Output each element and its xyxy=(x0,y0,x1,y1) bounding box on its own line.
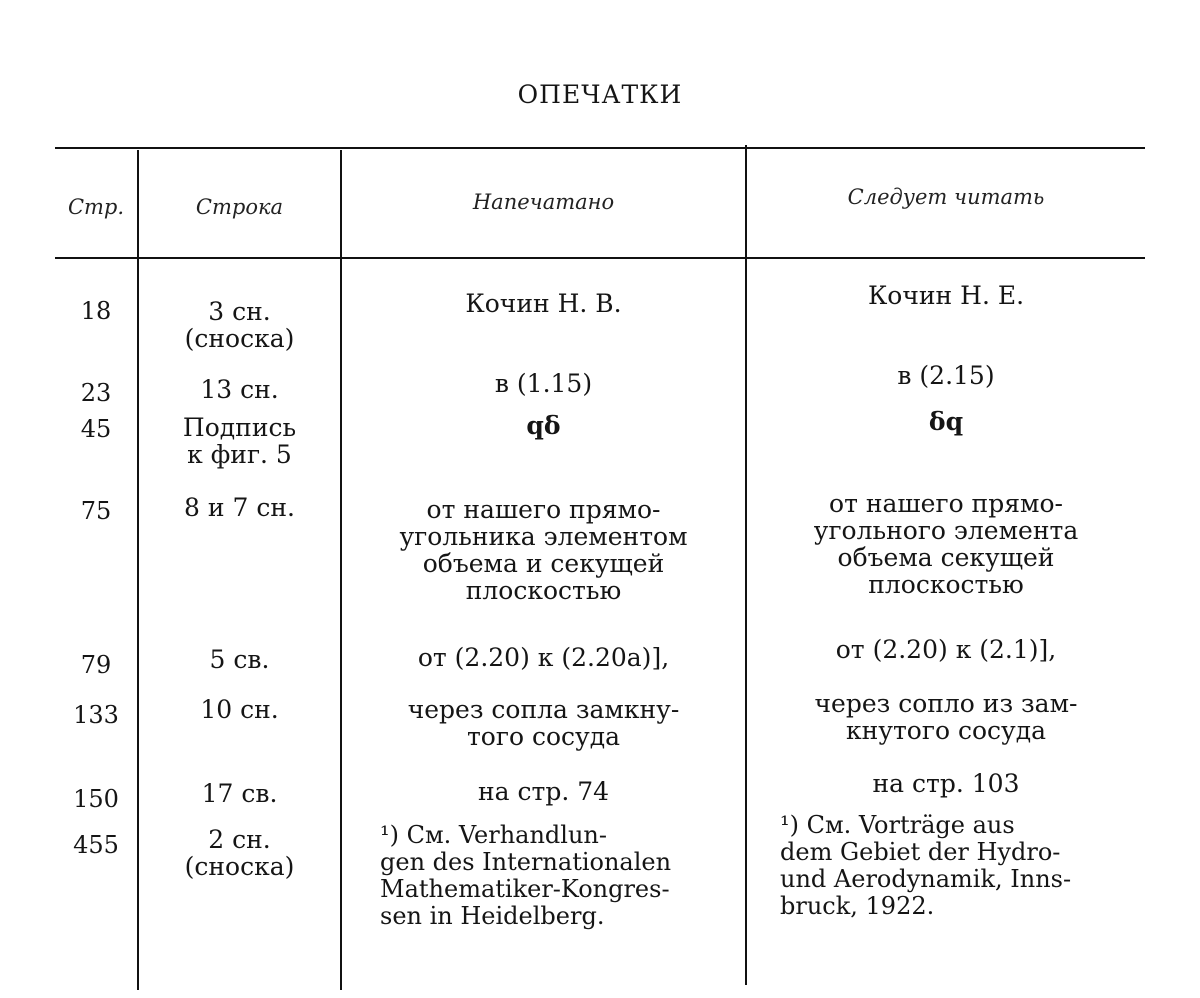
page-number: 150 xyxy=(73,785,119,813)
printed-cell: Кочин Н. В. xyxy=(465,289,622,318)
printed-cell: на стр. 74 xyxy=(477,777,610,806)
should-read-cell: через сопло из зам- кнутого сосуда xyxy=(814,689,1078,745)
should-read-cell: от нашего прямо- угольного элемента объема секущей плоскостью xyxy=(813,489,1079,599)
header-should-read: Следует читать xyxy=(847,185,1045,209)
printed-cell: ¹) См. Verhandlun- gen des Internationalen Mathematiker-Kongres- sen in Heidelberg. xyxy=(380,821,672,930)
header-bottom-rule xyxy=(55,257,1145,259)
should-read-cell: от (2.20) к (2.1)], xyxy=(835,635,1057,664)
line-cell: 13 сн. xyxy=(200,375,279,404)
should-read-cell: Кочин Н. Е. xyxy=(867,281,1025,310)
line-cell: 17 св. xyxy=(201,779,278,808)
should-read-cell: в (2.15) xyxy=(897,361,995,390)
line-cell: 10 сн. xyxy=(200,695,279,724)
page-number: 23 xyxy=(80,379,112,407)
printed-cell: в (1.15) xyxy=(494,369,593,398)
printed-cell: qδ xyxy=(526,411,561,440)
should-read-cell: на стр. 103 xyxy=(872,769,1020,798)
printed-cell: от нашего прямо- угольника элементом объема и секущей плоскостью xyxy=(399,495,688,605)
table-top-rule xyxy=(55,147,1145,149)
page-title: ОПЕЧАТКИ xyxy=(517,80,683,109)
line-cell: 2 сн. (сноска) xyxy=(184,825,295,881)
page-number: 133 xyxy=(73,701,119,729)
page-number: 45 xyxy=(80,415,112,443)
page-number: 455 xyxy=(73,831,119,859)
line-cell: 3 сн. (сноска) xyxy=(184,297,295,353)
header-printed: Напечатано xyxy=(472,190,615,214)
printed-cell: через сопла замкну- того сосуда xyxy=(407,695,680,751)
line-cell: Подпись к фиг. 5 xyxy=(182,413,297,469)
page-number: 79 xyxy=(80,651,112,679)
should-read-cell: ¹) См. Vorträge aus dem Gebiet der Hydro- und Aerodynamik, Inns- bruck, 1922. xyxy=(780,811,1072,920)
header-line: Строка xyxy=(195,195,284,219)
printed-cell: от (2.20) к (2.20а)], xyxy=(417,643,670,672)
should-read-cell: δq xyxy=(928,407,964,436)
line-cell: 5 св. xyxy=(209,645,270,674)
line-cell: 8 и 7 сн. xyxy=(184,493,295,522)
header-page: Стр. xyxy=(67,195,125,219)
page-number: 75 xyxy=(80,497,112,525)
page-number: 18 xyxy=(80,297,112,325)
